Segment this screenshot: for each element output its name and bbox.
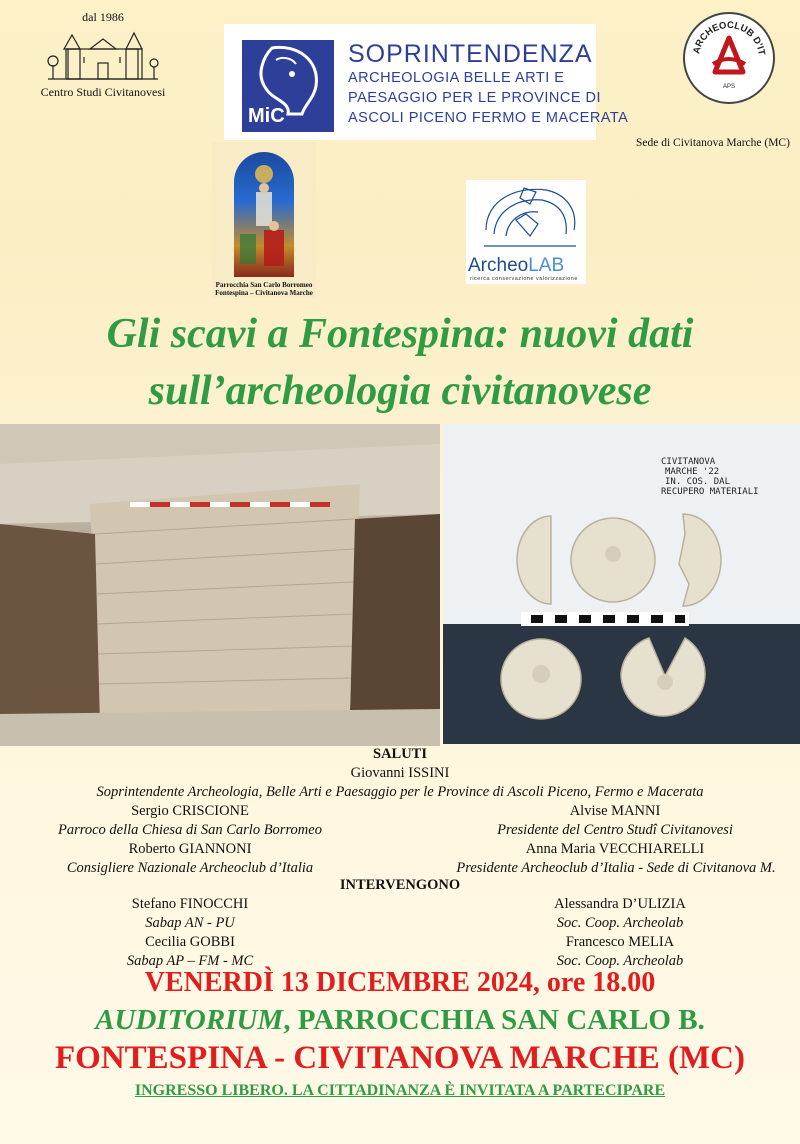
saluti-left-role-2: Consigliere Nazionale Archeoclub d’Italia <box>66 860 314 876</box>
centro-studi-since: dal 1986 <box>82 10 124 24</box>
saluti-right-role-2: Presidente Archeoclub d’Italia - Sede di Civitanova M. <box>456 860 776 876</box>
event-venue-rest: , PARROCCHIA SAN CARLO B. <box>283 1004 705 1036</box>
issini-role: Soprintendente Archeologia, Belle Arti e Paesaggio per le Province di Ascoli Piceno, Fermo e Macerata <box>96 784 704 800</box>
interv-right-role-1: Soc. Coop. Archeolab <box>556 915 684 931</box>
centro-studi-logo <box>18 10 188 105</box>
centro-studi-name: Centro Studi Civitanovesi <box>40 85 166 99</box>
soprintendenza-line4: ASCOLI PICENO FERMO E MACERATA <box>348 110 629 126</box>
parrocchia-logo <box>212 142 316 298</box>
poster-title-line1: Gli scavi a Fontespina: nuovi dati <box>106 311 694 357</box>
saluti-left-role-1: Parroco della Chiesa di San Carlo Borromeo <box>58 822 322 838</box>
soprintendenza-title: SOPRINTENDENZA <box>348 40 593 68</box>
castle-icon <box>38 27 168 83</box>
interv-left-role-2: Sabap AP – FM - MC <box>126 953 254 969</box>
parrocchia-caption-2: Fontespina – Civitanova Marche <box>215 289 313 297</box>
soprintendenza-logo <box>224 24 629 140</box>
event-date: VENERDÌ 13 DICEMBRE 2024, ore 18.00 <box>144 967 656 998</box>
saluti-right-role-1: Presidente del Centro Studî Civitanovesi <box>497 822 733 838</box>
saluti-right-name-2: Anna Maria VECCHIARELLI <box>525 841 705 857</box>
event-venue <box>0 1004 800 1037</box>
intervengono-heading: INTERVENGONO <box>339 877 461 893</box>
excavation-photo <box>0 424 440 746</box>
poster-title-line2: sull’archeologia civitanovese <box>148 368 652 414</box>
saluti-left-name-2: Roberto GIANNONI <box>128 841 252 857</box>
soprintendenza-line3: PAESAGGIO PER LE PROVINCE DI <box>348 90 602 106</box>
saluti-heading: SALUTI <box>373 746 427 762</box>
label-line2: MARCHE '22 <box>665 467 720 477</box>
label-line3: IN. COS. DAL <box>665 477 731 487</box>
interv-right-name-1: Alessandra D’ULIZIA <box>554 896 686 912</box>
label-line4: RECUPERO MATERIALI <box>661 487 759 497</box>
label-line1: CIVITANOVA <box>661 457 716 467</box>
mic-logo <box>242 40 334 132</box>
event-entry: INGRESSO LIBERO. LA CITTADINANZA È INVITATA A PARTECIPARE <box>134 1082 666 1099</box>
interv-right-name-2: Francesco MELIA <box>565 934 675 950</box>
event-venue-auditorium: AUDITORIUM <box>95 1004 284 1036</box>
archeoclub-aps: APS <box>722 84 736 90</box>
interv-left-name-1: Stefano FINOCCHI <box>131 896 249 912</box>
archeolab-name-a: Archeo <box>468 255 529 276</box>
archeolab-emblem-icon <box>466 180 586 256</box>
stained-glass-image <box>234 152 294 277</box>
issini-name: Giovanni ISSINI <box>350 765 450 781</box>
archeoclub-ring-text: ARCHEOCLUB D'IT <box>691 19 767 56</box>
parrocchia-caption-1: Parrocchia San Carlo Borromeo <box>215 281 313 289</box>
event-place: FONTESPINA - CIVITANOVA MARCHE (MC) <box>55 1040 745 1076</box>
soprintendenza-line2: ARCHEOLOGIA BELLE ARTI E <box>348 70 565 86</box>
archeoclub-seat: Sede di Civitanova Marche (MC) <box>636 137 790 149</box>
saluti-right-name-1: Alvise MANNI <box>569 803 661 819</box>
mic-label: MiC <box>248 105 285 127</box>
archeoclub-emblem-icon <box>685 14 773 102</box>
archeolab-tagline: ricerca conservazione valorizzazione <box>470 276 578 282</box>
archeoclub-logo <box>683 12 775 104</box>
interv-left-role-1: Sabap AN - PU <box>145 915 235 931</box>
archeolab-name-b: LAB <box>528 255 565 276</box>
archeolab-logo <box>466 180 586 284</box>
artifacts-photo <box>443 424 800 744</box>
interv-left-name-2: Cecilia GOBBI <box>145 934 235 950</box>
saluti-left-name-1: Sergio CRISCIONE <box>131 803 249 819</box>
interv-right-role-2: Soc. Coop. Archeolab <box>556 953 684 969</box>
